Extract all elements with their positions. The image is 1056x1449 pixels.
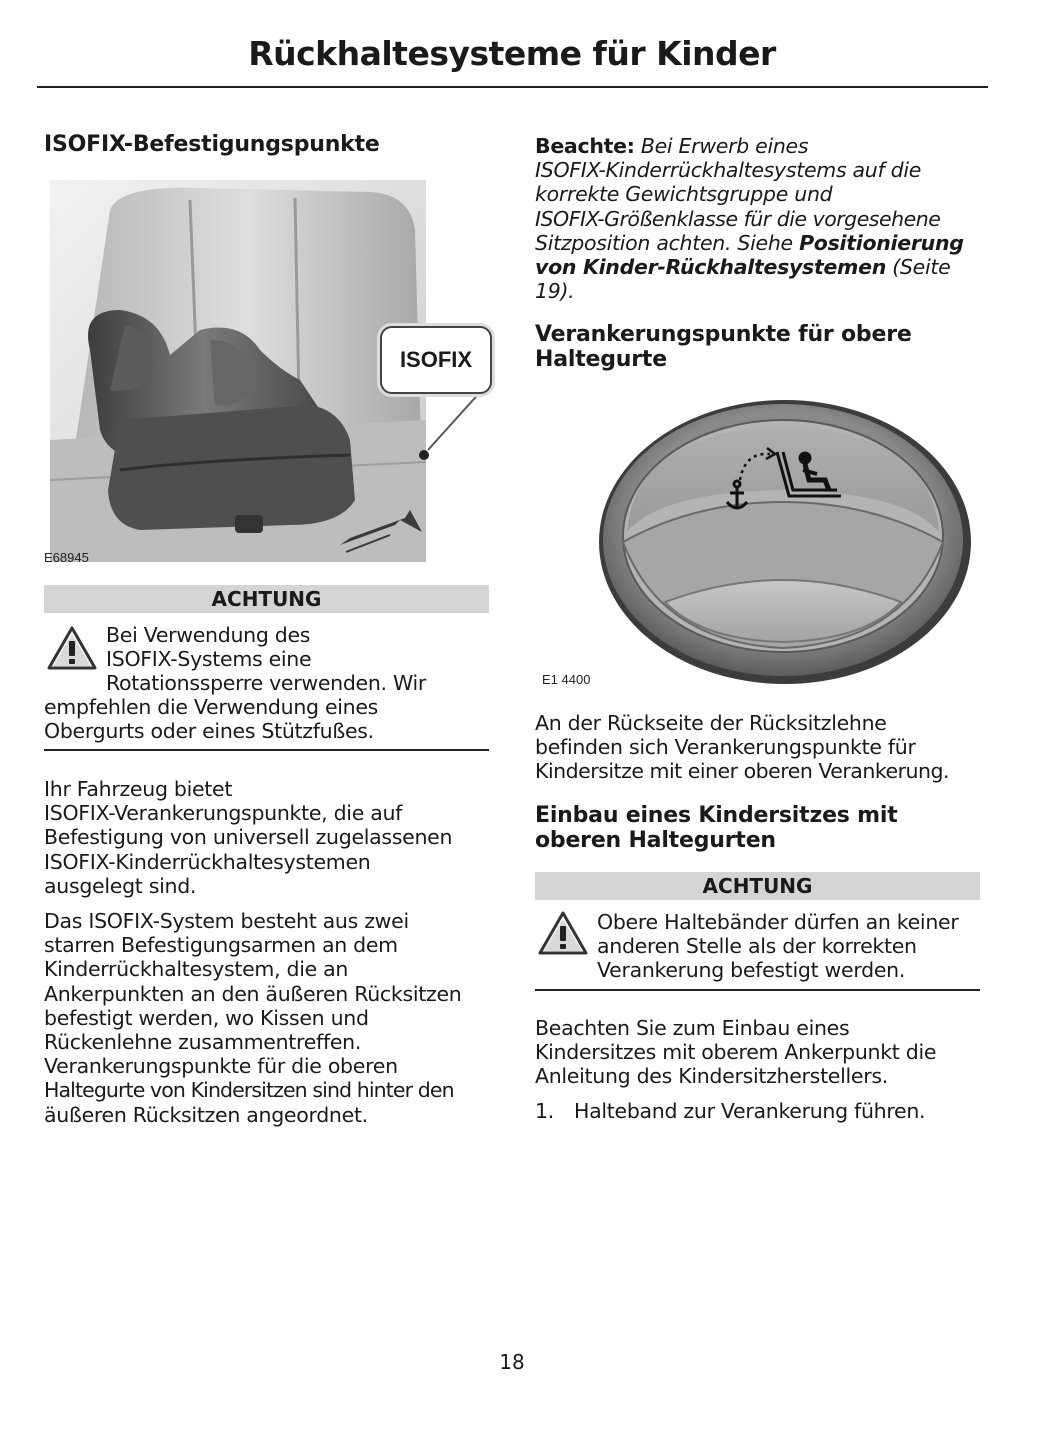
text-line: korrekte Gewichtsgruppe und bbox=[535, 182, 833, 207]
cross-reference-link[interactable]: Positionierung bbox=[799, 230, 964, 255]
figure-label: E68945 bbox=[44, 550, 89, 565]
heading-line: oberen Haltegurten bbox=[535, 828, 776, 853]
warning-text: empfehlen die Verwendung eines bbox=[44, 695, 379, 719]
text-line: Verankerungspunkte für die oberen bbox=[44, 1054, 398, 1079]
anchor-cover-illustration bbox=[575, 392, 975, 688]
warning-text: Rotationssperre verwenden. Wir bbox=[106, 671, 427, 695]
page-number: 18 bbox=[499, 1350, 525, 1374]
text-line: Das ISOFIX-System besteht aus zwei bbox=[44, 909, 409, 933]
text-line: An der Rückseite der Rücksitzlehne bbox=[535, 711, 887, 735]
warning-heading: ACHTUNG bbox=[535, 872, 980, 900]
page-reference: 19). bbox=[535, 279, 575, 304]
step-number: 1. bbox=[535, 1099, 554, 1123]
warning-box bbox=[44, 585, 489, 743]
warning-divider bbox=[535, 989, 980, 991]
step-text: Halteband zur Verankerung führen. bbox=[574, 1099, 926, 1123]
text-line: ISOFIX-Kinderrückhaltesystems auf die bbox=[535, 158, 922, 183]
heading-line: Verankerungspunkte für obere bbox=[535, 322, 912, 347]
warning-text: ISOFIX-Systems eine bbox=[106, 647, 312, 671]
text-line: ISOFIX-Verankerungspunkte, die auf bbox=[44, 801, 403, 826]
page-title: Rückhaltesysteme für Kinder bbox=[248, 34, 776, 73]
warning-text: Verankerung befestigt werden. bbox=[597, 958, 906, 982]
heading-install-child-seat bbox=[535, 803, 985, 853]
isofix-seat-figure bbox=[50, 180, 490, 562]
warning-text: Bei Verwendung des bbox=[106, 623, 311, 647]
text-line: Kindersitzes mit oberem Ankerpunkt die bbox=[535, 1040, 937, 1065]
text-line: Ankerpunkten an den äußeren Rücksitzen bbox=[44, 981, 462, 1006]
text-line: starren Befestigungsarmen an dem bbox=[44, 933, 398, 958]
warning-heading: ACHTUNG bbox=[44, 585, 489, 613]
warning-triangle-icon bbox=[46, 625, 98, 671]
warning-divider bbox=[44, 749, 489, 751]
text-line: Befestigung von universell zugelassenen bbox=[44, 825, 453, 850]
isofix-callout: ISOFIX bbox=[380, 326, 492, 394]
heading-isofix: ISOFIX-Befestigungspunkte bbox=[44, 132, 380, 157]
text-line: befinden sich Verankerungspunkte für bbox=[535, 735, 916, 760]
figure-label: E1 4400 bbox=[542, 672, 591, 687]
page-reference: (Seite bbox=[892, 255, 951, 280]
heading-tether-anchors bbox=[535, 322, 985, 372]
tether-anchor-figure bbox=[575, 392, 975, 688]
cross-reference-link[interactable]: von Kinder-Rückhaltesystemen bbox=[535, 255, 887, 280]
heading-line: Einbau eines Kindersitzes mit bbox=[535, 803, 898, 828]
text-line: Beachten Sie zum Einbau eines bbox=[535, 1016, 850, 1040]
text-line: äußeren Rücksitzen angeordnet. bbox=[44, 1102, 368, 1127]
text-line: Anleitung des Kindersitzherstellers. bbox=[535, 1064, 888, 1089]
text-line: Haltegurte von Kindersitzen sind hinter den bbox=[44, 1078, 454, 1103]
paragraph bbox=[535, 711, 985, 784]
text-line: Rückenlehne zusammentreffen. bbox=[44, 1030, 362, 1055]
paragraph bbox=[535, 1016, 985, 1089]
warning-box bbox=[535, 872, 980, 982]
title-divider bbox=[37, 86, 988, 88]
warning-text: Obere Haltebänder dürfen an keiner bbox=[597, 910, 959, 934]
text-line: Bei Erwerb eines bbox=[640, 134, 809, 158]
text-line: ausgelegt sind. bbox=[44, 873, 197, 898]
warning-text: anderen Stelle als der korrekten bbox=[597, 934, 917, 958]
text-line: ISOFIX-Kinderrückhaltesystemen bbox=[44, 849, 371, 874]
note-label: Beachte: bbox=[535, 134, 635, 158]
heading-line: Haltegurte bbox=[535, 347, 667, 372]
text-line: ISOFIX-Größenklasse für die vorgesehene bbox=[535, 206, 941, 231]
text-line: Kinderrückhaltesystem, die an bbox=[44, 957, 349, 982]
text-line: Sitzposition achten. Siehe bbox=[535, 230, 793, 255]
text-line: Ihr Fahrzeug bietet bbox=[44, 777, 233, 801]
paragraph bbox=[44, 909, 494, 1127]
warning-triangle-icon bbox=[537, 910, 589, 956]
text-line: Kindersitze mit einer oberen Verankerung. bbox=[535, 759, 950, 784]
warning-text: Obergurts oder eines Stützfußes. bbox=[44, 719, 374, 743]
text-line: befestigt werden, wo Kissen und bbox=[44, 1005, 369, 1030]
paragraph bbox=[44, 777, 489, 898]
note-paragraph bbox=[535, 134, 985, 303]
